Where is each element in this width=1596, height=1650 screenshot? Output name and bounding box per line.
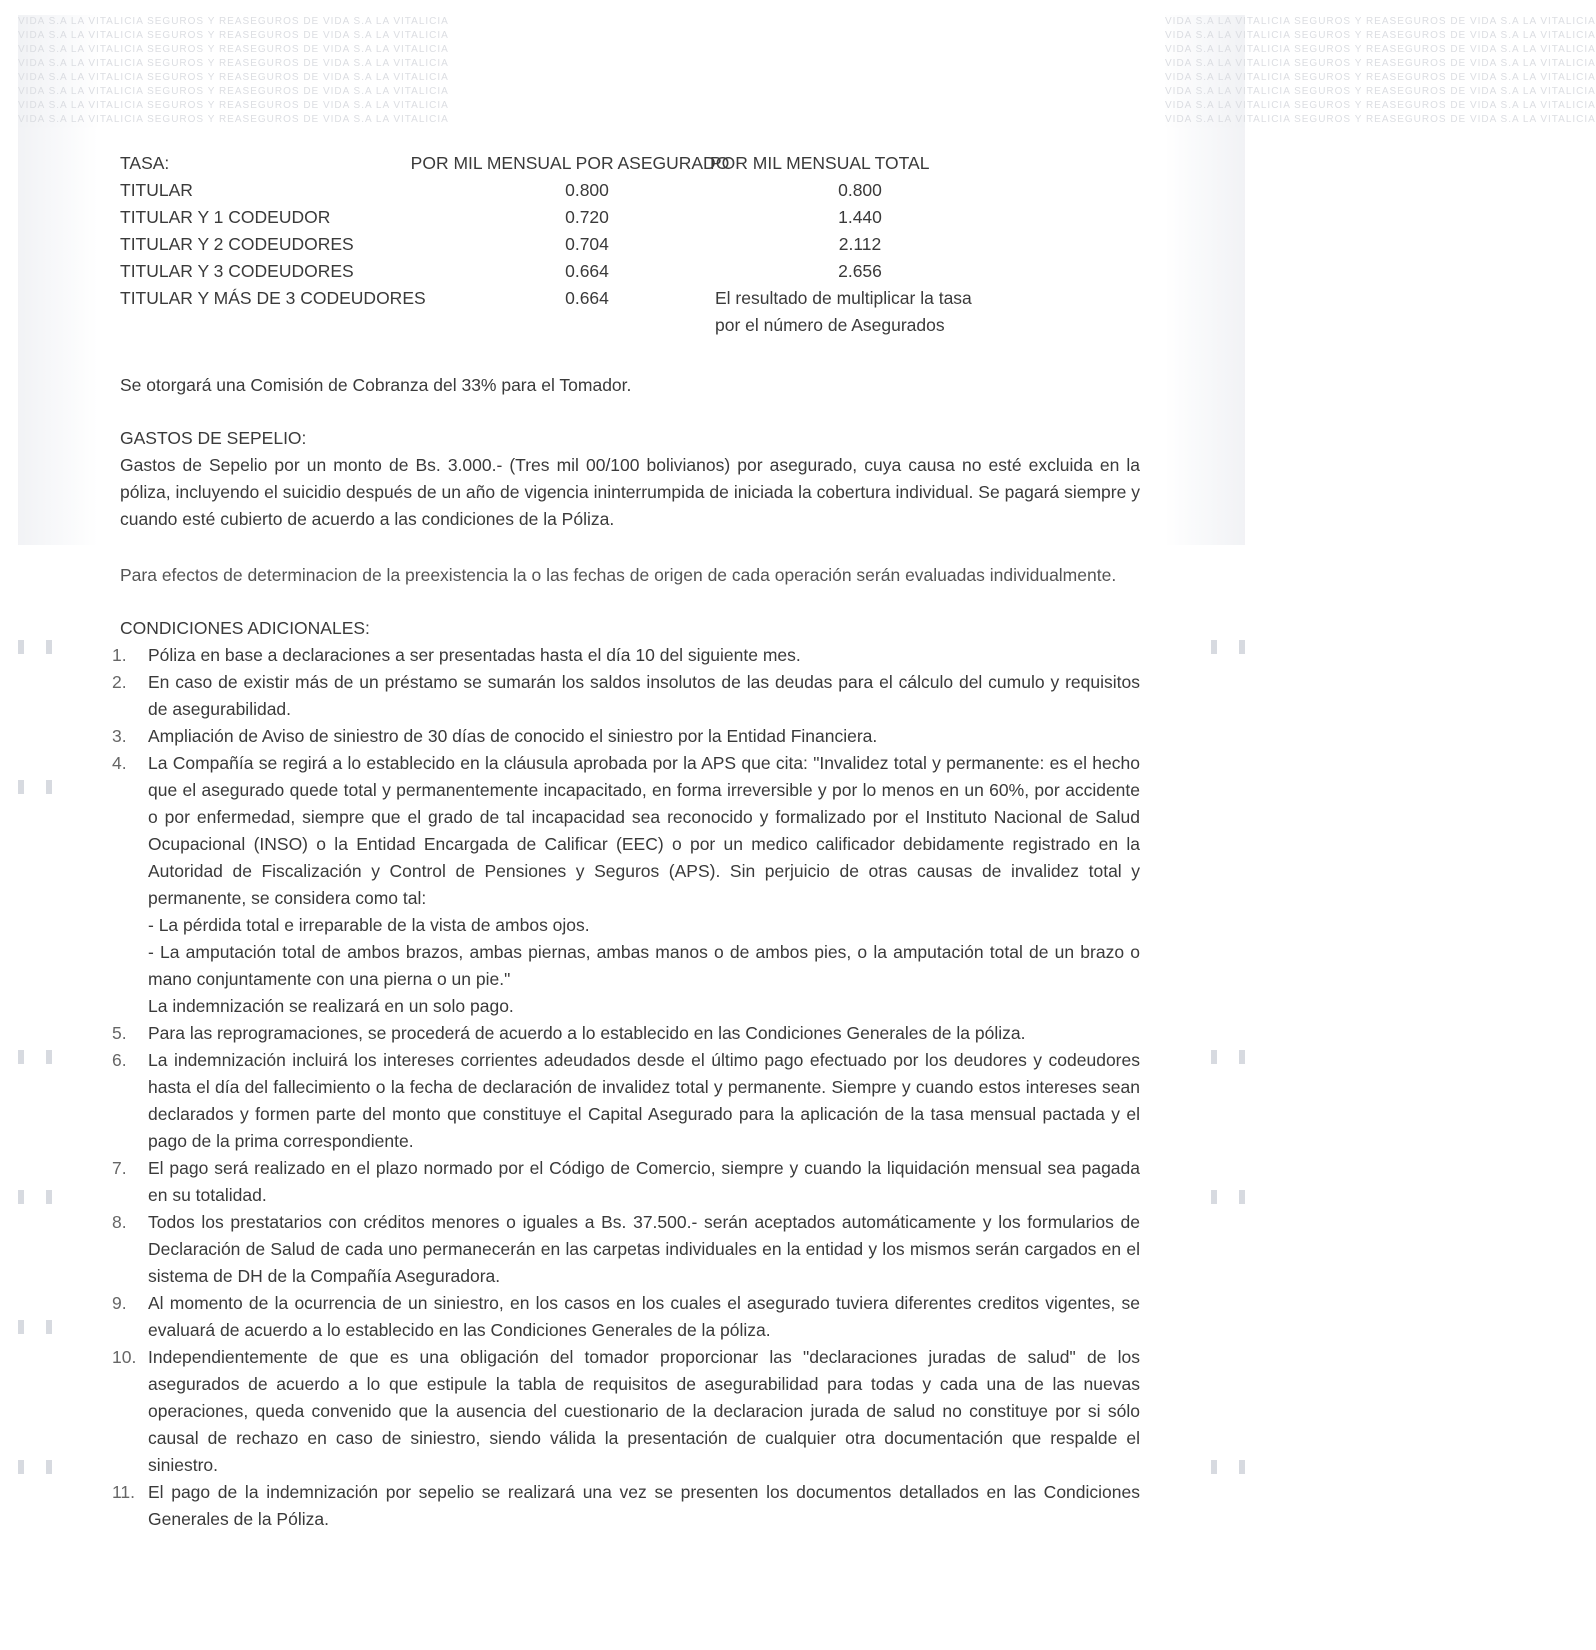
rate-row-per-insured: 0.704: [565, 234, 609, 254]
list-item-text: En caso de existir más de un préstamo se sumarán los saldos insolutos de las deudas para el cálculo del cumulo y requisitos de asegurabilidad.: [148, 672, 1140, 719]
rate-row-label: TITULAR Y MÁS DE 3 CODEUDORES: [120, 288, 426, 308]
rate-row-per-insured: 0.664: [565, 288, 609, 308]
watermark-text: VIDA S.A LA VITALICIA SEGUROS Y REASEGUROS DE VIDA S.A LA VITALICIA: [1165, 44, 1596, 55]
preexistence-text: Para efectos de determinacion de la preexistencia la o las fechas de origen de cada operación serán evaluadas individualmente.: [120, 565, 1117, 585]
list-item-text: La Compañía se regirá a lo establecido en la cláusula aprobada por la APS que cita: "Invalidez total y permanente: es el hecho que el asegurado quede total y permanentemente incapacitado, en forma irreversible y por lo menos en un 60%, por accidente o por enfermedad, siempre que el grado de tal incapacidad sea reconocido y formalizado por el Instituto Nacional de Salud Ocupacional (INSO) o la Entidad Encargada de Calificar (EEC) o por un medico calificador debidamente registrado en la Autoridad de Fiscalización y Control de Pensiones y Seguros (APS). Sin perjuicio de otras causas de invalidez total y permanente, se considera como tal:: [148, 753, 1140, 908]
rate-row-label: TITULAR Y 2 CODEUDORES: [120, 234, 354, 254]
security-border-right: [1165, 15, 1596, 545]
rate-row-total: 2.656: [838, 261, 882, 281]
list-item-number: 1.: [112, 645, 127, 665]
rate-per-insured-header: POR MIL MENSUAL POR ASEGURADO: [410, 153, 730, 173]
list-item-text: Póliza en base a declaraciones a ser presentadas hasta el día 10 del siguiente mes.: [148, 645, 801, 665]
list-item-text: Para las reprogramaciones, se procederá de acuerdo a lo establecido en las Condiciones Generales de la póliza.: [148, 1023, 1026, 1043]
list-item-text: Independientemente de que es una obligación del tomador proporcionar las "declaraciones juradas de salud" de los asegurados de acuerdo a lo que estipule la tabla de requisitos de asegurabilidad para todas y cada una de las nuevas operaciones, queda convenido que la ausencia del cuestionario de la declaracion jurada de salud no constituye por si sólo causal de rechazo en caso de siniestro, siendo válida la presentación de cualquier otra documentación que respalde el siniestro.: [148, 1347, 1140, 1475]
rate-row-per-insured: 0.720: [565, 207, 609, 227]
list-item-subtext: La indemnización se realizará en un solo pago.: [148, 996, 514, 1016]
border-marks-right: [1155, 600, 1245, 1600]
watermark-text: VIDA S.A LA VITALICIA SEGUROS Y REASEGUROS DE VIDA S.A LA VITALICIA: [18, 30, 449, 41]
list-item: [112, 642, 1140, 669]
watermark-text: VIDA S.A LA VITALICIA SEGUROS Y REASEGUROS DE VIDA S.A LA VITALICIA: [18, 114, 449, 125]
watermark-text: VIDA S.A LA VITALICIA SEGUROS Y REASEGUROS DE VIDA S.A LA VITALICIA: [1165, 72, 1596, 83]
funeral-text: Gastos de Sepelio por un monto de Bs. 3.000.- (Tres mil 00/100 bolivianos) por asegurado, cuya causa no esté excluida en la póliza, incluyendo el suicidio después de un año de vigencia ininterrumpida de iniciada la cobertura individual. Se pagará siempre y cuando esté cubierto de acuerdo a las condiciones de la Póliza.: [120, 455, 1140, 529]
rate-note-line: El resultado de multiplicar la tasa: [715, 288, 972, 308]
list-item-number: 8.: [112, 1212, 127, 1232]
rate-row-per-insured: 0.664: [565, 261, 609, 281]
list-item-number: 6.: [112, 1050, 127, 1070]
list-item: [112, 1344, 1140, 1479]
list-item: [112, 1155, 1140, 1209]
conditions-list: [112, 642, 1140, 1533]
rate-row: [120, 204, 1140, 231]
rate-note-line: por el número de Asegurados: [715, 315, 945, 335]
watermark-text: VIDA S.A LA VITALICIA SEGUROS Y REASEGUROS DE VIDA S.A LA VITALICIA: [1165, 30, 1596, 41]
watermark-text: VIDA S.A LA VITALICIA SEGUROS Y REASEGUROS DE VIDA S.A LA VITALICIA: [18, 16, 449, 27]
watermark-text: VIDA S.A LA VITALICIA SEGUROS Y REASEGUROS DE VIDA S.A LA VITALICIA: [18, 58, 449, 69]
document-body: [112, 150, 1140, 1529]
list-item-text: Ampliación de Aviso de siniestro de 30 días de conocido el siniestro por la Entidad Financiera.: [148, 726, 878, 746]
rate-total-header: POR MIL MENSUAL TOTAL: [710, 153, 930, 173]
list-item-number: 10.: [112, 1347, 137, 1367]
list-item: [112, 723, 1140, 750]
watermark-text: VIDA S.A LA VITALICIA SEGUROS Y REASEGUROS DE VIDA S.A LA VITALICIA: [1165, 114, 1596, 125]
list-item-subtext: - La pérdida total e irreparable de la vista de ambos ojos.: [148, 915, 590, 935]
list-item: [112, 1479, 1140, 1533]
watermark-text: VIDA S.A LA VITALICIA SEGUROS Y REASEGUROS DE VIDA S.A LA VITALICIA: [1165, 58, 1596, 69]
rate-row-total: 0.800: [838, 180, 882, 200]
conditions-title: CONDICIONES ADICIONALES:: [120, 618, 370, 638]
commission-text: Se otorgará una Comisión de Cobranza del 33% para el Tomador.: [120, 375, 632, 395]
watermark-text: VIDA S.A LA VITALICIA SEGUROS Y REASEGUROS DE VIDA S.A LA VITALICIA: [18, 86, 449, 97]
rate-row: [120, 258, 1140, 285]
list-item: [112, 669, 1140, 723]
watermark-text: VIDA S.A LA VITALICIA SEGUROS Y REASEGUROS DE VIDA S.A LA VITALICIA: [1165, 86, 1596, 97]
watermark-text: VIDA S.A LA VITALICIA SEGUROS Y REASEGUROS DE VIDA S.A LA VITALICIA: [1165, 100, 1596, 111]
list-item-text: La indemnización incluirá los intereses corrientes adeudados desde el último pago efectuado por los deudores y codeudores hasta el día del fallecimiento o la fecha de declaración de invalidez total y permanente. Siempre y cuando estos intereses sean declarados y formen parte del monto que constituye el Capital Asegurado para la aplicación de la tasa mensual pactada y el pago de la prima correspondiente.: [148, 1050, 1140, 1151]
rate-table-header: [120, 150, 1140, 177]
watermark-text: VIDA S.A LA VITALICIA SEGUROS Y REASEGUROS DE VIDA S.A LA VITALICIA: [18, 72, 449, 83]
list-item-number: 4.: [112, 753, 127, 773]
rate-row-total: 1.440: [838, 207, 882, 227]
border-marks-left: [18, 600, 108, 1600]
rate-row: [120, 231, 1140, 258]
list-item: [112, 1290, 1140, 1344]
list-item-text: Todos los prestatarios con créditos menores o iguales a Bs. 37.500.- serán aceptados automáticamente y los formularios de Declaración de Salud de cada uno permanecerán en las carpetas individuales en la entidad y los mismos serán cargados en el sistema de DH de la Compañía Aseguradora.: [148, 1212, 1140, 1286]
list-item-number: 3.: [112, 726, 127, 746]
list-item-number: 5.: [112, 1023, 127, 1043]
rate-row-label: TITULAR: [120, 180, 193, 200]
list-item-text: El pago será realizado en el plazo normado por el Código de Comercio, siempre y cuando la liquidación mensual sea pagada en su totalidad.: [148, 1158, 1140, 1205]
list-item: [112, 1047, 1140, 1155]
list-item-number: 7.: [112, 1158, 127, 1178]
rate-row-per-insured: 0.800: [565, 180, 609, 200]
list-item: [112, 1209, 1140, 1290]
rate-row: [120, 177, 1140, 204]
watermark-text: VIDA S.A LA VITALICIA SEGUROS Y REASEGUROS DE VIDA S.A LA VITALICIA: [18, 100, 449, 111]
list-item-subtext: - La amputación total de ambos brazos, ambas piernas, ambas manos o de ambos pies, o la amputación total de un brazo o mano conjuntamente con una pierna o un pie.": [148, 942, 1140, 989]
list-item-text: Al momento de la ocurrencia de un siniestro, en los casos en los cuales el asegurado tuviera diferentes creditos vigentes, se evaluará de acuerdo a lo establecido en las Condiciones Generales de la póliza.: [148, 1293, 1140, 1340]
list-item-number: 11.: [112, 1482, 136, 1502]
watermark-text: VIDA S.A LA VITALICIA SEGUROS Y REASEGUROS DE VIDA S.A LA VITALICIA: [18, 44, 449, 55]
list-item-number: 9.: [112, 1293, 127, 1313]
list-item-text: El pago de la indemnización por sepelio se realizará una vez se presenten los documentos detallados en las Condiciones Generales de la Póliza.: [148, 1482, 1140, 1529]
list-item-number: 2.: [112, 672, 127, 692]
rate-label-header: TASA:: [120, 153, 170, 173]
funeral-title: GASTOS DE SEPELIO:: [120, 428, 307, 448]
list-item: [112, 750, 1140, 1020]
rate-row: [120, 285, 1140, 345]
rate-row-total-note: [715, 285, 1015, 339]
list-item: [112, 1020, 1140, 1047]
funeral-section: [120, 425, 1140, 533]
rate-row-total: 2.112: [838, 234, 882, 254]
rate-row-label: TITULAR Y 1 CODEUDOR: [120, 207, 331, 227]
watermark-text: VIDA S.A LA VITALICIA SEGUROS Y REASEGUROS DE VIDA S.A LA VITALICIA: [1165, 16, 1596, 27]
rate-table: [120, 150, 1140, 360]
rate-row-label: TITULAR Y 3 CODEUDORES: [120, 261, 354, 281]
